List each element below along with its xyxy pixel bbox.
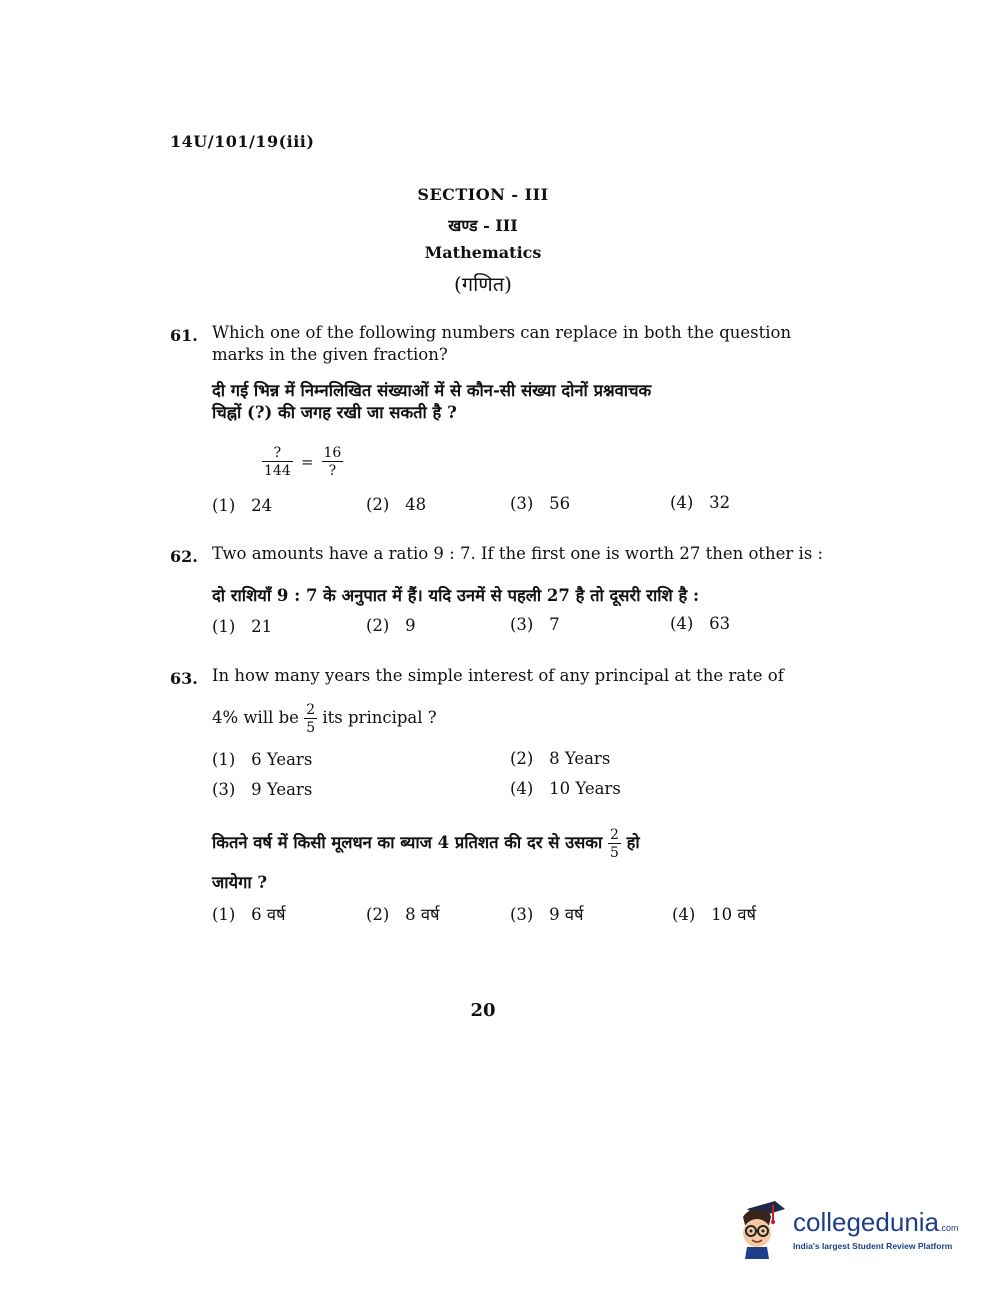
option-label: (1) — [212, 750, 236, 769]
option-label: (3) — [510, 494, 534, 513]
q63-hindi-fraction-numerator: 2 — [609, 826, 619, 843]
fraction-right — [322, 446, 344, 478]
logo-name: collegedunia — [793, 1207, 940, 1237]
question-61-text-line2: marks in the given fraction? — [212, 345, 448, 364]
question-61-fraction — [262, 446, 343, 478]
question-63-text-line1: In how many years the simple interest of any principal at the rate of — [212, 666, 784, 685]
question-63-text-line2 — [212, 698, 437, 738]
page-number: 20 — [470, 1000, 496, 1021]
mascot-icon — [735, 1195, 791, 1259]
fraction-left-numerator: ? — [262, 446, 293, 462]
question-62-hindi: दो राशियाँ 9 : 7 के अनुपात में हैं। यदि उनमें से पहली 27 है तो दूसरी राशि है : — [212, 586, 700, 605]
q61-option-4 — [670, 493, 730, 512]
option-label: (3) — [510, 905, 534, 924]
q63-option-4 — [510, 779, 621, 798]
q63-fraction-denominator: 5 — [306, 719, 316, 736]
question-63-hindi-line2: जायेगा ? — [212, 873, 268, 892]
q63-option-2 — [510, 749, 610, 768]
option-label: (2) — [366, 616, 390, 635]
option-value: 10 Years — [549, 779, 621, 798]
fraction-left — [262, 446, 293, 478]
q63-hindi-option-4 — [672, 902, 756, 925]
option-value: 8 Years — [549, 749, 611, 768]
subject-title-hindi: (गणित) — [454, 272, 512, 296]
q62-option-3 — [510, 615, 560, 634]
option-label: (4) — [670, 614, 694, 633]
option-label: (1) — [212, 496, 236, 515]
question-61-hindi-line2: चिह्नों (?) की जगह रखी जा सकती है ? — [212, 403, 457, 422]
question-61-number: 61. — [170, 326, 198, 345]
option-label: (3) — [510, 615, 534, 634]
q63-hindi-post: हो — [626, 833, 640, 852]
collegedunia-logo — [735, 1195, 965, 1265]
q63-hindi-pre: कितने वर्ष में किसी मूलधन का ब्याज 4 प्रतिशत की दर से उसका — [212, 833, 603, 852]
subject-title: Mathematics — [424, 243, 542, 262]
option-value: 6 वर्ष — [251, 905, 286, 924]
q61-option-2 — [366, 495, 426, 514]
question-63-hindi-line1 — [212, 823, 640, 863]
q63-option-1 — [212, 750, 312, 769]
q61-option-3 — [510, 494, 570, 513]
option-label: (1) — [212, 905, 236, 924]
option-label: (2) — [366, 905, 390, 924]
fraction-left-denominator: 144 — [264, 463, 291, 479]
q63-hindi-fraction-denominator: 5 — [609, 844, 619, 861]
q63-hindi-option-2 — [366, 902, 440, 925]
q62-option-2 — [366, 616, 416, 635]
logo-tagline: India's largest Student Review Platform — [793, 1241, 953, 1251]
q63-hindi-option-3 — [510, 902, 584, 925]
option-value: 10 वर्ष — [711, 905, 757, 924]
q62-option-4 — [670, 614, 730, 633]
q63-option-3 — [212, 780, 312, 799]
option-value: 9 Years — [251, 780, 313, 799]
fraction-right-denominator: ? — [328, 463, 337, 479]
question-61-hindi-line1: दी गई भिन्न में निम्नलिखित संख्याओं में से कौन-सी संख्या दोनों प्रश्नवाचक — [212, 381, 652, 400]
q62-option-1 — [212, 617, 272, 636]
option-value: 24 — [251, 496, 273, 515]
q63-hindi-fraction — [608, 828, 621, 860]
option-label: (2) — [510, 749, 534, 768]
option-value: 7 — [549, 615, 560, 634]
logo-wordmark — [793, 1207, 959, 1238]
section-title: SECTION - III — [417, 185, 549, 204]
fraction-right-numerator: 16 — [323, 445, 342, 461]
option-value: 6 Years — [251, 750, 313, 769]
question-63-number: 63. — [170, 669, 198, 688]
option-label: (2) — [366, 495, 390, 514]
section-title-hindi: खण्ड - III — [448, 216, 518, 235]
option-value: 63 — [709, 614, 731, 633]
q61-option-1 — [212, 496, 272, 515]
option-value: 8 वर्ष — [405, 905, 440, 924]
option-label: (1) — [212, 617, 236, 636]
q63-fraction-numerator: 2 — [306, 701, 316, 718]
q63-text-pre: 4% will be — [212, 708, 299, 727]
option-value: 32 — [709, 493, 731, 512]
q63-hindi-option-1 — [212, 902, 286, 925]
question-62-number: 62. — [170, 547, 198, 566]
option-label: (4) — [672, 905, 696, 924]
question-62-text: Two amounts have a ratio 9 : 7. If the first one is worth 27 then other is : — [212, 544, 824, 563]
q63-fraction — [304, 703, 317, 735]
option-value: 48 — [405, 495, 427, 514]
option-value: 9 — [405, 616, 416, 635]
logo-suffix: .com — [939, 1223, 959, 1233]
option-value: 9 वर्ष — [549, 905, 584, 924]
option-label: (4) — [510, 779, 534, 798]
option-label: (3) — [212, 780, 236, 799]
option-value: 21 — [251, 617, 273, 636]
option-label: (4) — [670, 493, 694, 512]
question-61-text-line1: Which one of the following numbers can replace in both the question — [212, 323, 792, 342]
option-value: 56 — [549, 494, 571, 513]
q63-text-post: its principal ? — [322, 708, 437, 727]
fraction-equals: = — [300, 453, 314, 471]
paper-code: 14U/101/19(iii) — [170, 132, 315, 151]
